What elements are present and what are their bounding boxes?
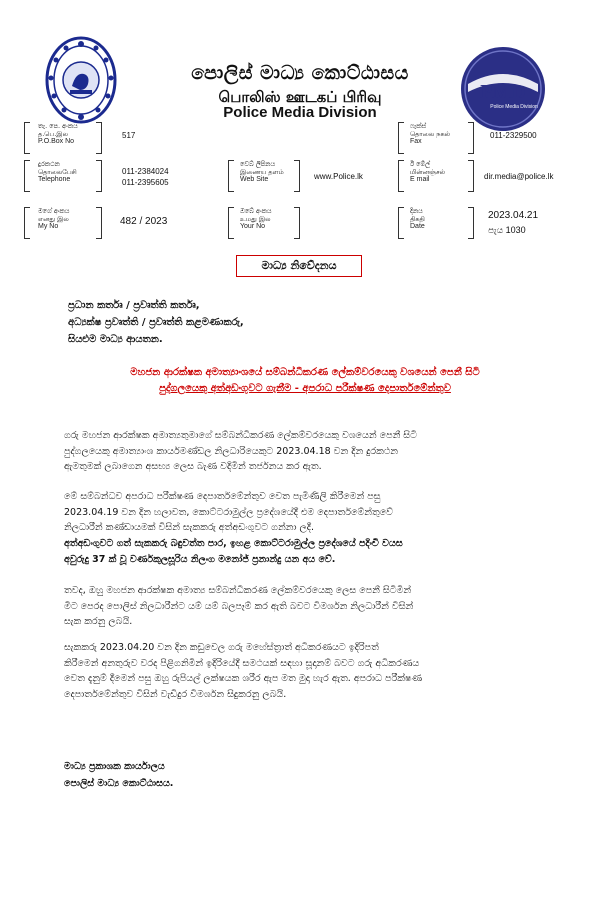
date-value: 2023.04.21 bbox=[488, 210, 539, 221]
time-value: පැය 1030 bbox=[488, 225, 526, 235]
fax-label: ෆැක්ස් தொலை நகல் Fax bbox=[410, 122, 451, 145]
field-bracket bbox=[468, 207, 474, 239]
pobox-label: තැ. පෙ. අංකය த.பெ.இல P.O.Box No bbox=[38, 122, 78, 145]
website-link[interactable]: www.Police.lk bbox=[314, 172, 363, 181]
field-bracket bbox=[96, 122, 102, 154]
subject-heading: මහජන ආරක්ෂක අමාත්‍යාංශයේ සම්බන්ධීකරණ ලේකම්වරයෙකු වශයෙන් පෙනී සිටි පුද්ගලයෙකු අත්අඩංගුවට ගැනීම - අපරාධ පරීක්ෂණ දෙපාර්තමේන්තුව bbox=[130, 367, 480, 394]
myno-value: 482 / 2023 bbox=[120, 216, 168, 227]
signature-office: මාධ්‍ය ප්‍රකාශක කාර්යාලය bbox=[64, 761, 165, 772]
notice-title: මාධ්‍ය නිවේදනය bbox=[236, 255, 362, 277]
title-sinhala: පොලිස් මාධ්‍ය කොට්ඨාසය bbox=[191, 62, 409, 84]
field-bracket bbox=[468, 160, 474, 192]
field-bracket bbox=[228, 207, 234, 239]
addressee-line: සියළුම මාධ්‍ය ආයතන. bbox=[68, 334, 163, 345]
telephone-label: දුරකථන தொலைபேசி Telephone bbox=[38, 160, 77, 183]
title-english: Police Media Division bbox=[223, 104, 377, 121]
pobox-value: 517 bbox=[122, 131, 136, 140]
field-bracket bbox=[294, 160, 300, 192]
pmd-logo-subtext: Police Media Division bbox=[490, 104, 538, 110]
fax-value: 011-2329500 bbox=[490, 131, 537, 140]
paragraph-4: තවද, ඔහු මහජන ආරක්ෂක අමාත්‍ය සම්බන්ධීකරණ ලේකම්වරයෙකු ලෙස පෙනී සිටිමින් මීට පෙරද පොලිස් නිලධාරීන්ට යම් යම් බලපෑම් කර ඇති බවට විමර්ශන නිලධාරීන් විසින් සැක කරනු ලබයි. bbox=[64, 585, 414, 627]
field-bracket bbox=[294, 207, 300, 239]
signature-division: පොලිස් මාධ්‍ය කොට්ඨාසය. bbox=[64, 778, 174, 789]
field-bracket bbox=[398, 160, 404, 192]
addressee-line: ප්‍රධාන කර්තෘ / ප්‍රවෘත්ති කර්තෘ, bbox=[68, 300, 200, 311]
telephone-value-1: 011-2384024 bbox=[122, 167, 169, 176]
email-label: ඊ මේල් மின்னஞ்சல் E mail bbox=[410, 160, 445, 183]
field-bracket bbox=[96, 160, 102, 192]
addressee-line: අධ්‍යක්ෂ ප්‍රවෘත්ති / ප්‍රවෘත්ති කළමණාකරු, bbox=[68, 317, 244, 328]
paragraph-3: අත්අඩංගුවට ගත් සැකකරු බඳුවත්ත පාර, ඉහළ කොට්ටරාමුල්ල ප්‍රදේශයේ පදිංචි වයස අවුරුදු 37 ක් වූ වර්ණකුලසූරිය නිලංග මනෝජ් ප්‍රනාන්දු යන අය වේ. bbox=[64, 538, 403, 565]
field-bracket bbox=[24, 160, 30, 192]
myno-label: මගේ අංකය எனது இல My No bbox=[38, 207, 70, 230]
field-bracket bbox=[468, 122, 474, 154]
email-link[interactable]: dir.media@police.lk bbox=[484, 172, 554, 181]
paragraph-2: මේ සම්බන්ධව අපරාධ පරීක්ෂණ දෙපාර්තමේන්තුව වෙත පැමිණිලි කිරීමෙන් පසු 2023.04.19 වන දින හලාවත, කොට්ටරාමුල්ල ප්‍රදේශයේදී එම දෙපාර්තමේන්තුවේ නිලධාරීන් කණ්ඩායමක් විසින් සැකකරු අත්අඩංගුවට ගන්නා ලදී. bbox=[64, 491, 394, 533]
website-label: වෙබ් ලිපිනය இணைய தளம் Web Site bbox=[240, 160, 284, 183]
pmd-logo-text: PMD bbox=[480, 81, 526, 103]
date-label: දිනය திகதி Date bbox=[410, 207, 425, 230]
field-bracket bbox=[398, 122, 404, 154]
paragraph-1: ගරු මහජන ආරක්ෂක අමාත්‍යතුමාගේ සම්බන්ධීකරණ ලේකම්වරයෙකු වශයෙන් පෙනී සිටි පුද්ගලයෙකු අමාත්‍යාංශ කාර්යමණ්ඩල නිලධාරියෙකුට 2023.04.18 වන දින දුරකථන ඇමතුමක් ලබාගෙන අසභ්‍ය ලෙස බැණ වදිමින් තර්ජනය කර ඇත. bbox=[64, 430, 417, 472]
yourno-label: ඔබේ අංකය உமது இல Your No bbox=[240, 207, 272, 230]
field-bracket bbox=[24, 207, 30, 239]
field-bracket bbox=[24, 122, 30, 154]
field-bracket bbox=[228, 160, 234, 192]
field-bracket bbox=[398, 207, 404, 239]
field-bracket bbox=[96, 207, 102, 239]
paragraph-5: සැකකරු 2023.04.20 වන දින කඩුවෙල ගරු මහේස්ත්‍රාත් අධිකරණයට ඉදිරිපත් කිරීමෙන් අනතුරුව වරද පිළිගනිමින් ඉදිරියේදී සමථයක් සඳහා සූදානම් බවට ගරු අධිකරණය වෙත දැනුම් දීමෙන් පසු ඔහු රුපියල් ලක්ෂයක ශරීර ඇප මත මුදා හැර ඇත. අපරාධ පරීක්ෂණ දෙපාර්තමේන්තුව විසින් වැඩිදුර විමර්ශන සිදුකරනු ලබයි. bbox=[64, 642, 423, 700]
title-tamil: பொலிஸ் ஊடகப் பிரிவு bbox=[218, 88, 382, 106]
telephone-value-2: 011-2395605 bbox=[122, 178, 169, 187]
